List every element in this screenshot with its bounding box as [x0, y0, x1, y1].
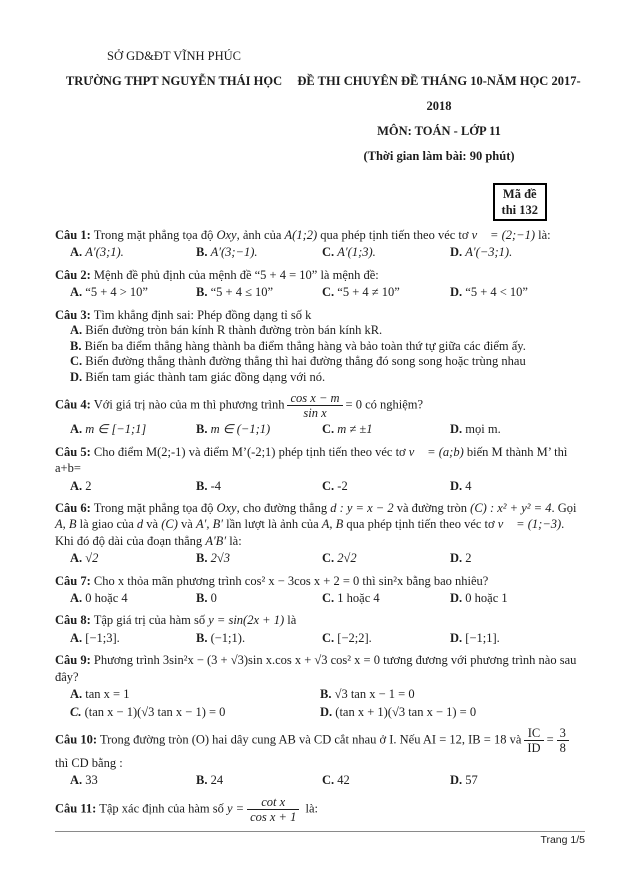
option-a: A. “5 + 4 > 10”: [70, 285, 148, 300]
option-d: D. [−1;1].: [450, 630, 500, 645]
question-5: [55, 444, 585, 494]
option-d: D. (tan x + 1)(√3 tan x − 1) = 0: [320, 704, 477, 719]
option-b: B. (−1;1).: [196, 630, 246, 645]
question-1-options: [70, 244, 585, 260]
question-1-stem: Câu 1: Trong mặt phẳng tọa độ Oxy, ảnh của A(1;2) qua phép tịnh tiến theo véc tơ v⃗ = (2;−1) là:: [55, 228, 551, 242]
duration-line: (Thời gian làm bài: 90 phút): [363, 149, 515, 163]
option-c: C. m ≠ ±1: [322, 422, 373, 437]
question-8-stem: Câu 8: Tập giá trị của hàm số y = sin(2x + 1) là: [55, 613, 297, 628]
question-9-options-row-2: [70, 704, 585, 720]
exam-code-box: [493, 183, 547, 221]
subject-line: MÔN: TOÁN - LỚP 11: [377, 124, 501, 138]
question-1-label: Câu 1:: [55, 228, 91, 242]
exam-code-value: thi 132: [501, 203, 538, 217]
header-row-1: [55, 44, 585, 69]
option-d: D. 0 hoặc 1: [450, 591, 508, 606]
option-a: A. Biến đường tròn bán kính R thành đường tròn bán kính kR.: [70, 323, 383, 338]
option-a: A. 33: [70, 773, 98, 788]
question-3: [55, 307, 585, 386]
option-c: C. (tan x − 1)(√3 tan x − 1) = 0: [70, 704, 226, 719]
question-10-label: Câu 10:: [55, 732, 98, 747]
question-9: [55, 652, 585, 720]
question-9-label: Câu 9:: [55, 653, 91, 668]
option-a: A. 0 hoặc 4: [70, 591, 128, 606]
page-content: [0, 44, 628, 824]
header-spacer: [293, 44, 585, 69]
option-a: A. tan x = 1: [70, 687, 130, 702]
option-c: C. Biến đường thẳng thành đường thẳng thì hai đường thẳng đó song song hoặc trùng nhau: [70, 354, 526, 369]
option-b: B. -4: [196, 478, 222, 493]
fraction: $\frac{3}{8}$: [557, 726, 569, 755]
option-d: D. A′(−3;1).: [450, 245, 513, 260]
page-number: Trang 1/5: [540, 834, 585, 846]
question-4: [55, 391, 585, 437]
option-c: C. -2: [322, 478, 348, 493]
option-b: B. 0: [196, 591, 217, 606]
department-name: SỞ GD&ĐT VĨNH PHÚC: [107, 49, 241, 63]
question-9-stem: Câu 9: Phương trình 3sin²x − (3 + √3)sin x.cos x + √3 cos² x = 0 tương đương với phương trình nào sau đây?: [55, 653, 577, 684]
option-c: C. “5 + 4 ≠ 10”: [322, 285, 400, 300]
option-c: C. 2√2: [322, 551, 357, 566]
question-4-label: Câu 4:: [55, 397, 91, 412]
option-a: A. m ∈ [−1;1]: [70, 422, 147, 437]
option-b: B. 2√3: [196, 551, 230, 566]
exam-title: ĐỀ THI CHUYÊN ĐỀ THÁNG 10-NĂM HỌC 2017-2018: [297, 74, 581, 113]
option-b: B. m ∈ (−1;1): [196, 422, 271, 437]
option-b: B. 24: [196, 773, 224, 788]
question-2-label: Câu 2:: [55, 267, 91, 282]
question-4-options: [70, 421, 585, 437]
question-5-stem: Câu 5: Cho điểm M(2;-1) và điểm M’(-2;1) phép tịnh tiến theo véc tơ v⃗ = (a;b) biến M thành M’ thì a+b=: [55, 444, 568, 476]
fraction: $\frac{\text{cos x − m}}{\text{sin x}}$: [287, 391, 342, 420]
page-footer: [55, 831, 585, 846]
question-7-options: [70, 590, 585, 606]
header-row-3: [55, 119, 585, 144]
question-7: [55, 573, 585, 607]
option-a: A. 2: [70, 478, 92, 493]
question-6-options: [70, 550, 585, 566]
option-b: B. √3 tan x − 1 = 0: [320, 687, 415, 702]
option-c: C. A′(1;3).: [322, 245, 376, 260]
option-a: A. A′(3;1).: [70, 245, 124, 260]
option-d: D. Biến tam giác thành tam giác đồng dạng với nó.: [70, 369, 326, 384]
option-d: D. 2: [450, 551, 472, 566]
option-d: D. 57: [450, 773, 478, 788]
question-6: [55, 500, 585, 567]
exam-code-label: Mã đề: [502, 187, 537, 201]
option-a: A. √2: [70, 551, 99, 566]
option-c: C. 42: [322, 773, 350, 788]
question-2-options: [70, 284, 585, 300]
fraction: $\frac{\text{cot x}}{\text{cos x + 1}}$: [247, 795, 299, 824]
question-2: [55, 267, 585, 301]
question-8: [55, 612, 585, 646]
question-3-stem: Câu 3: Tìm khẳng định sai: Phép đồng dạng tỉ số k: [55, 307, 312, 322]
exam-code-row: [55, 183, 585, 221]
question-4-stem: Câu 4: Với giá trị nào của m thì phương trình $\frac{\text{cos x − m}}{\text{sin x}}$ = 0 có nghiệm?: [55, 391, 424, 421]
question-2-stem: Câu 2: Mệnh đề phủ định của mệnh đề “5 + 4 = 10” là mệnh đề:: [55, 267, 379, 282]
option-c: C. 1 hoặc 4: [322, 591, 380, 606]
option-d: D. “5 + 4 < 10”: [450, 285, 528, 300]
option-b: B. “5 + 4 ≤ 10”: [196, 285, 274, 300]
exam-header: [55, 44, 585, 169]
question-7-stem: Câu 7: Cho x thỏa mãn phương trình cos² x − 3cos x + 2 = 0 thì sin²x bằng bao nhiêu?: [55, 573, 489, 588]
header-row-4: [55, 144, 585, 169]
question-6-label: Câu 6:: [55, 501, 91, 516]
fraction: $\frac{IC}{ID}$: [524, 726, 543, 755]
question-3-label: Câu 3:: [55, 307, 91, 322]
question-11: [55, 795, 585, 824]
question-6-stem: Câu 6: Trong mặt phẳng tọa độ Oxy, cho đường thẳng d : y = x − 2 và đường tròn (C) : x² + y² = 4. Gọi A, B là giao của d và (C) và A′, B′ lần lượt là ảnh của A, B qua phép tịnh tiến theo véc tơ v⃗ = (1;−3). Khi đó độ dài của đoạn thẳng A′B′ là:: [55, 501, 577, 548]
question-1: [55, 227, 585, 261]
option-c: C. [−2;2].: [322, 630, 372, 645]
question-10-stem: Câu 10: Trong đường tròn (O) hai dây cung AB và CD cắt nhau ở I. Nếu AI = 12, IB = 18 và $\frac{IC}{ID}$ = $\frac{3}{8}$ thì CD bằng :: [55, 726, 585, 771]
option-b: B. Biến ba điểm thẳng hàng thành ba điểm thẳng hàng và bảo toàn thứ tự giữa các điểm ấy.: [70, 338, 526, 353]
header-row-2: [55, 69, 585, 119]
option-a: A. [−1;3].: [70, 630, 120, 645]
option-d: D. mọi m.: [450, 422, 501, 437]
question-5-label: Câu 5:: [55, 444, 91, 459]
option-b: B. A′(3;−1).: [196, 245, 258, 260]
question-7-label: Câu 7:: [55, 573, 91, 588]
question-11-label: Câu 11:: [55, 801, 97, 816]
question-10: [55, 726, 585, 789]
option-d: D. 4: [450, 478, 472, 493]
question-9-options-row-1: [70, 686, 585, 702]
question-11-stem: Câu 11: Tập xác định của hàm số y = $\frac{\text{cot x}}{\text{cos x + 1}}$ là:: [55, 794, 318, 824]
question-8-label: Câu 8:: [55, 613, 91, 628]
question-8-options: [70, 630, 585, 646]
question-10-options: [70, 772, 585, 788]
school-name: TRƯỜNG THPT NGUYỄN THÁI HỌC: [65, 74, 283, 88]
question-5-options: [70, 478, 585, 494]
